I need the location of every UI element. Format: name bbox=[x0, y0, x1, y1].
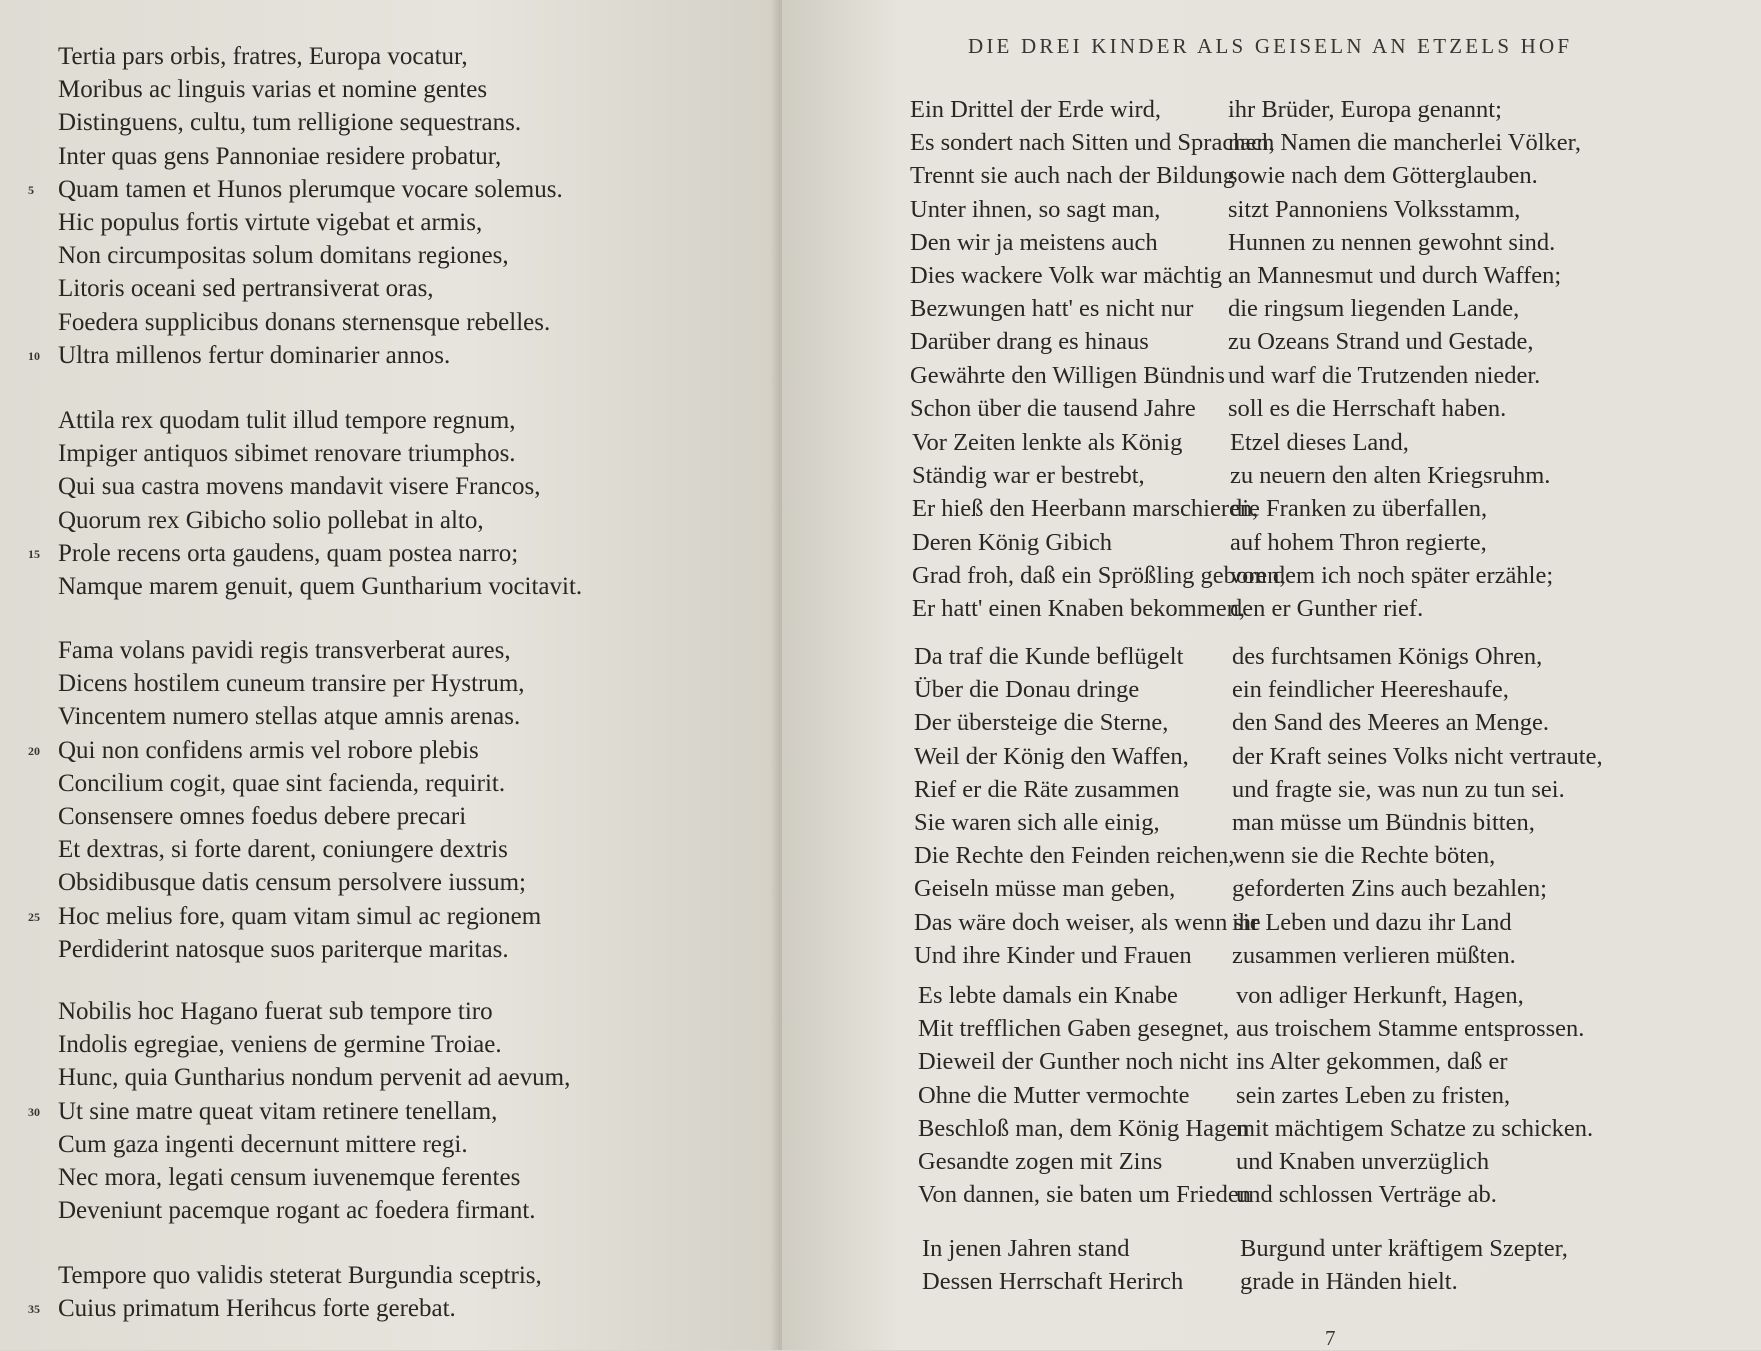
latin-line: Litoris oceani sed pertransiverat oras, bbox=[58, 275, 434, 303]
german-line: Er hieß den Heerbann marschieren,die Franken zu überfallen, bbox=[912, 495, 1488, 523]
page-number: 7 bbox=[1325, 1326, 1336, 1350]
line-number: 25 bbox=[28, 909, 40, 924]
german-line: Er hatt' einen Knaben bekommen,den er Gunther rief. bbox=[912, 594, 1424, 622]
latin-line: Impiger antiquos sibimet renovare triumphos. bbox=[58, 440, 516, 468]
latin-line: 25 Hoc melius fore, quam vitam simul ac regionem bbox=[58, 900, 541, 933]
german-line: Trennt sie auch nach der Bildungsowie nach dem Götterglauben. bbox=[910, 162, 1538, 190]
german-line: Dies wackere Volk war mächtig an Mannesmut und durch Waffen; bbox=[910, 261, 1562, 289]
german-line: Da traf die Kunde beflügelt des furchtsamen Königs Ohren, bbox=[914, 643, 1543, 670]
latin-line: Obsidibusque datis censum persolvere iussum; bbox=[58, 869, 526, 897]
running-head: DIE DREI KINDER ALS GEISELN AN ETZELS HOF bbox=[968, 34, 1573, 58]
german-line: Vor Zeiten lenkte als König Etzel dieses Land, bbox=[912, 429, 1409, 456]
latin-line: Indolis egregiae, veniens de germine Troiae. bbox=[58, 1031, 502, 1059]
latin-line: Tempore quo validis steterat Burgundia sceptris, bbox=[58, 1262, 542, 1289]
latin-line: Nec mora, legati censum iuvenemque ferentes bbox=[58, 1163, 521, 1191]
latin-line: 30 Ut sine matre queat vitam retinere tenellam, bbox=[58, 1095, 570, 1128]
german-line: Dessen Herrschaft Herirch grade in Händen hielt. bbox=[922, 1268, 1458, 1296]
latin-line: Perdiderint natosque suos pariterque maritas. bbox=[58, 935, 509, 963]
german-line: Dieweil der Gunther noch nicht ins Alter gekommen, daß er bbox=[918, 1048, 1508, 1076]
latin-stanza-1 bbox=[28, 40, 563, 372]
latin-line: 10 Ultra millenos fertur dominarier annos. bbox=[58, 339, 563, 372]
latin-line: Moribus ac linguis varias et nomine gentes bbox=[58, 76, 488, 104]
latin-line: Dicens hostilem cuneum transire per Hystrum, bbox=[58, 670, 525, 698]
german-line: Ohne die Mutter vermochte sein zartes Leben zu fristen, bbox=[918, 1081, 1511, 1109]
latin-line: Vincentem numero stellas atque amnis arenas. bbox=[58, 703, 521, 731]
latin-line: Concilium cogit, quae sint facienda, requirit. bbox=[58, 769, 506, 797]
german-line: Schon über die tausend Jahre soll es die Herrschaft haben. bbox=[910, 394, 1507, 422]
german-line: Die Rechte den Feinden reichen,wenn sie die Rechte böten, bbox=[914, 842, 1496, 870]
german-line: Weil der König den Waffen, der Kraft seines Volks nicht vertraute, bbox=[914, 742, 1603, 770]
line-number: 15 bbox=[28, 546, 40, 561]
latin-line: Hic populus fortis virtute vigebat et armis, bbox=[58, 208, 483, 236]
german-line: Gewährte den Willigen Bündnis und warf die Trutzenden nieder. bbox=[910, 361, 1541, 389]
latin-line: Tertia pars orbis, fratres, Europa vocatur, bbox=[58, 43, 468, 70]
german-stanza-3 bbox=[914, 640, 1603, 972]
german-stanza-5 bbox=[922, 1232, 1568, 1298]
german-line: Grad froh, daß ein Sprößling geboren,von dem ich noch später erzähle; bbox=[912, 561, 1554, 589]
latin-stanza-5 bbox=[28, 1259, 542, 1325]
latin-line: Non circumpositas solum domitans regiones, bbox=[58, 242, 509, 270]
latin-line: Nobilis hoc Hagano fuerat sub tempore tiro bbox=[58, 998, 493, 1025]
latin-line: 5 Quam tamen et Hunos plerumque vocare solemus. bbox=[58, 173, 563, 206]
latin-line: Et dextras, si forte darent, coniungere dextris bbox=[58, 836, 508, 864]
german-line: In jenen Jahren stand Burgund unter kräftigem Szepter, bbox=[922, 1235, 1568, 1262]
german-line: Über die Donau dringe ein feindlicher Heereshaufe, bbox=[914, 676, 1509, 704]
german-line: Unter ihnen, so sagt man, sitzt Pannoniens Volksstamm, bbox=[910, 195, 1521, 223]
latin-line: 35 Cuius primatum Herihcus forte gerebat. bbox=[58, 1292, 542, 1325]
latin-line: Distinguens, cultu, tum relligione sequestrans. bbox=[58, 109, 522, 137]
german-line: Bezwungen hatt' es nicht nur die ringsum liegenden Lande, bbox=[910, 295, 1520, 323]
latin-line: Deveniunt pacemque rogant ac foedera firmant. bbox=[58, 1197, 536, 1225]
german-line: Deren König Gibich auf hohem Thron regierte, bbox=[912, 528, 1487, 556]
german-line: Der übersteige die Sterne, den Sand des Meeres an Menge. bbox=[914, 709, 1550, 737]
latin-line: 20 Qui non confidens armis vel robore plebis bbox=[58, 734, 541, 767]
latin-line: Namque marem genuit, quem Guntharium vocitavit. bbox=[58, 572, 583, 600]
latin-line: Fama volans pavidi regis transverberat aures, bbox=[58, 637, 511, 664]
german-line: Und ihre Kinder und Frauen zusammen verlieren müßten. bbox=[914, 941, 1516, 969]
latin-line: Attila rex quodam tulit illud tempore regnum, bbox=[58, 407, 516, 434]
latin-stanza-2 bbox=[28, 404, 583, 603]
latin-line: Inter quas gens Pannoniae residere probatur, bbox=[58, 142, 502, 170]
german-line: Gesandte zogen mit Zins und Knaben unverzüglich bbox=[918, 1147, 1490, 1175]
left-page-latin bbox=[0, 0, 780, 1350]
line-number: 10 bbox=[28, 348, 40, 363]
latin-line: Cum gaza ingenti decernunt mittere regi. bbox=[58, 1130, 468, 1158]
german-line: Beschloß man, dem König Hagenmit mächtigem Schatze zu schicken. bbox=[918, 1114, 1594, 1142]
german-line: Darüber drang es hinaus zu Ozeans Strand und Gestade, bbox=[910, 328, 1534, 356]
german-line: Es lebte damals ein Knabe von adliger Herkunft, Hagen, bbox=[918, 982, 1524, 1009]
latin-stanza-4 bbox=[28, 995, 571, 1227]
german-line: Ständig war er bestrebt, zu neuern den alten Kriegsruhm. bbox=[912, 462, 1551, 490]
latin-line: Consensere omnes foedus debere precari bbox=[58, 802, 467, 830]
line-number: 5 bbox=[28, 182, 34, 197]
line-number: 35 bbox=[28, 1302, 40, 1317]
german-line: Den wir ja meistens auch Hunnen zu nennen gewohnt sind. bbox=[910, 228, 1556, 256]
german-line: Mit trefflichen Gaben gesegnet, aus troischem Stamme entsprossen. bbox=[918, 1015, 1585, 1043]
latin-stanza-3 bbox=[28, 634, 542, 966]
latin-line: Quorum rex Gibicho solio pollebat in alto, bbox=[58, 506, 484, 534]
german-line: Es sondert nach Sitten und Sprachen,nach Namen die mancherlei Völker, bbox=[910, 129, 1581, 157]
german-line: Das wäre doch weiser, als wenn sieihr Leben und dazu ihr Land bbox=[914, 908, 1512, 936]
latin-line: Foedera supplicibus donans sternensque rebelles. bbox=[58, 308, 551, 336]
german-line: Rief er die Räte zusammen und fragte sie, was nun zu tun sei. bbox=[914, 775, 1565, 803]
german-stanza-2 bbox=[912, 426, 1553, 625]
german-stanza-1 bbox=[910, 93, 1581, 425]
german-line: Geiseln müsse man geben, geforderten Zins auch bezahlen; bbox=[914, 875, 1547, 903]
latin-line: Qui sua castra movens mandavit visere Francos, bbox=[58, 473, 541, 501]
line-number: 20 bbox=[28, 743, 40, 758]
line-number: 30 bbox=[28, 1104, 40, 1119]
german-stanza-4 bbox=[918, 979, 1593, 1211]
german-line: Sie waren sich alle einig, man müsse um Bündnis bitten, bbox=[914, 808, 1535, 836]
latin-line: 15 Prole recens orta gaudens, quam postea narro; bbox=[58, 537, 582, 570]
german-line: Von dannen, sie baten um Friedenund schlossen Verträge ab. bbox=[918, 1181, 1497, 1209]
german-line: Ein Drittel der Erde wird, ihr Brüder, Europa genannt; bbox=[910, 96, 1502, 123]
latin-line: Hunc, quia Guntharius nondum pervenit ad aevum, bbox=[58, 1064, 571, 1092]
